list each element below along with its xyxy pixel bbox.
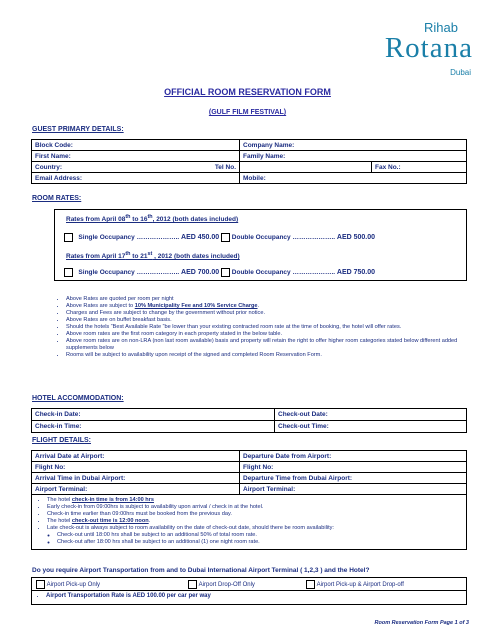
rates-row-2 (64, 268, 375, 277)
rate-note: • Above room rates are the first room category in each property stated in the below table. (66, 331, 468, 338)
page-subtitle: (GULF FILM FESTIVAL) (208, 109, 287, 116)
flight-note: • The hotel check-in time is from 14:00 hrs (47, 497, 463, 504)
flight-heading: FLIGHT DETAILS: (32, 437, 91, 444)
rate-note: • Should the hotels “Best Available Rate “be lower than your existing contracted room rate at the time of booking, the hotel will offer rates. (66, 324, 468, 331)
logo-rotana: Rotana (384, 32, 473, 64)
double-checkbox-1[interactable] (221, 233, 230, 242)
flight-note: • The hotel check-out time is 12:00 noon. (47, 518, 463, 525)
guest-table (31, 139, 467, 184)
logo-rihab: Rihab (424, 20, 458, 35)
departure-flight-no-field[interactable]: Flight No: (240, 462, 467, 473)
mobile-field[interactable]: Mobile: (240, 173, 467, 184)
transport-rate-text: • Airport Transportation Rate is AED 100.00 per car per way (46, 593, 211, 600)
page-footer: Room Reservation Form Page 1 of 3 (374, 620, 469, 626)
double-price-1: AED 500.00 (336, 234, 376, 242)
departure-date-field[interactable]: Departure Date from Airport: (240, 451, 467, 462)
company-name-field[interactable]: Company Name: (240, 140, 467, 151)
rates-period-1: Rates from April 08th to 16th, 2012 (both dates included) (66, 214, 239, 224)
single-price-1: AED 450.00 (181, 234, 220, 242)
rate-note: • Above room rates are on non-LRA (non last room available) basis and property will retain the right to offer higher room categories stated below different added supplements below (66, 338, 468, 352)
dropoff-label: Airport Drop-Off Only (198, 582, 255, 589)
single-label-1: Single Occupancy ……………….. (78, 234, 180, 242)
country-field[interactable] (32, 162, 240, 173)
transport-option-dropoff[interactable] (188, 580, 255, 589)
rates-period-2: Rates from April 17th to 21st , 2012 (both dates included) (66, 251, 240, 261)
arrival-flight-no-field[interactable]: Flight No: (32, 462, 240, 473)
flight-note: • Check-in time earlier than 09:00hrs must be booked from the previous day. (47, 511, 463, 518)
hotel-table (31, 408, 467, 433)
pickup-label: Airport Pick-up Only (46, 582, 101, 589)
transport-option-pickup[interactable] (36, 580, 100, 589)
email-field[interactable]: Email Address: (32, 173, 240, 184)
flight-table (31, 450, 467, 550)
dropoff-checkbox[interactable] (188, 580, 197, 589)
checkin-time-field[interactable]: Check-in Time: (32, 421, 275, 433)
flight-subnotes (47, 532, 463, 546)
rate-note: • Charges and Fees are subject to change by the government without prior notice. (66, 310, 468, 317)
transport-rate (36, 593, 211, 600)
checkin-date-field[interactable]: Check-in Date: (32, 409, 275, 421)
arrival-terminal-field[interactable]: Airport Terminal: (32, 484, 240, 495)
flight-note: • Late check-out is always subject to room availability on the date of check-out date, should there be room availability: (47, 525, 463, 532)
first-name-field[interactable]: First Name: (32, 151, 240, 162)
block-code-field[interactable]: Block Code: (32, 140, 240, 151)
rate-note: • Above Rates are subject to 10% Municipality Fee and 10% Service Charge. (66, 303, 468, 310)
rate-note: • Above Rates are quoted per room per night (66, 296, 468, 303)
transport-divider (31, 590, 467, 591)
double-label-2: Double Occupancy ……………….. (231, 269, 336, 277)
departure-terminal-field[interactable]: Airport Terminal: (240, 484, 467, 495)
fax-field[interactable]: Fax No.: (372, 162, 467, 173)
both-checkbox[interactable] (306, 580, 315, 589)
page-title: OFFICIAL ROOM RESERVATION FORM (164, 87, 331, 97)
checkout-date-field[interactable]: Check-out Date: (275, 409, 467, 421)
single-price-2: AED 700.00 (181, 269, 220, 277)
tel-label: Tel No. (214, 163, 236, 171)
rate-note: • Above Rates are on buffet breakfast basis. (66, 317, 468, 324)
double-checkbox-2[interactable] (221, 268, 230, 277)
family-name-field[interactable]: Family Name: (240, 151, 467, 162)
flight-note: • Early check-in from 09:00hrs is subject to availability upon arrival / check in at the hotel. (47, 504, 463, 511)
hotel-heading: HOTEL ACCOMMODATION: (32, 395, 124, 402)
transport-question: Do you require Airport Transportation from and to Dubai International Airport Terminal ( 1,2,3 ) and the Hotel? (32, 567, 370, 574)
both-label: Airport Pick-up & Airport Drop-off (316, 582, 404, 589)
pickup-checkbox[interactable] (36, 580, 45, 589)
logo-dubai: Dubai (450, 68, 471, 77)
transport-option-both[interactable] (306, 580, 404, 589)
single-label-2: Single Occupancy ……………….. (78, 269, 180, 277)
country-label: Country: (35, 163, 63, 171)
rate-note: • Rooms will be subject to availability upon receipt of the signed and completed Room Reservation Form. (66, 352, 468, 359)
double-label-1: Double Occupancy ……………….. (231, 234, 336, 242)
flight-notes (32, 495, 467, 550)
rate-notes (56, 296, 468, 359)
single-checkbox-1[interactable] (64, 233, 73, 242)
arrival-date-field[interactable]: Arrival Date at Airport: (32, 451, 240, 462)
tel-field[interactable] (240, 162, 372, 173)
guest-heading: GUEST PRIMARY DETAILS: (32, 126, 124, 133)
checkout-time-field[interactable]: Check-out Time: (275, 421, 467, 433)
arrival-time-field[interactable]: Arrival Time in Dubai Airport: (32, 473, 240, 484)
departure-time-field[interactable]: Departure Time from Dubai Airport: (240, 473, 467, 484)
flight-subnote: ◦ Check-out until 18:00 hrs shall be subject to an additional 50% of total room rate. (57, 532, 463, 539)
rates-heading: ROOM RATES: (32, 195, 82, 202)
single-checkbox-2[interactable] (64, 268, 73, 277)
rates-row-1 (64, 233, 375, 242)
flight-subnote: ◦ Check-out after 18:00 hrs shall be subject to an additional (1) one night room rate. (57, 539, 463, 546)
double-price-2: AED 750.00 (336, 269, 376, 277)
